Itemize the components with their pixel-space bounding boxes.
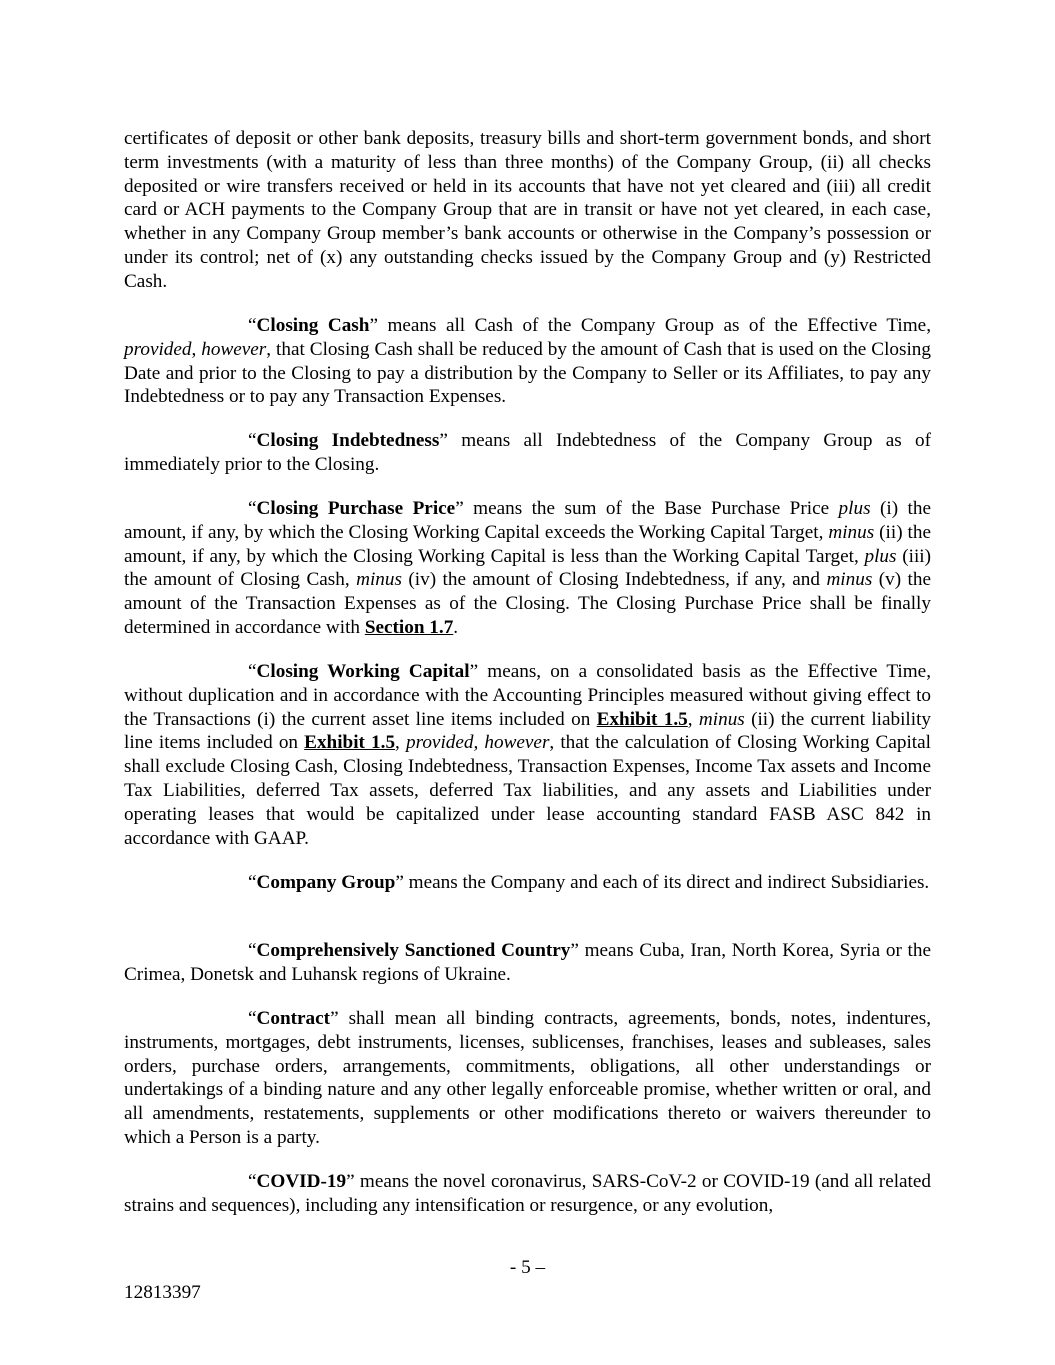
- defined-term: Closing Indebtedness: [256, 430, 440, 451]
- defined-term: COVID-19: [256, 1171, 347, 1192]
- defined-term: Comprehensively Sanctioned Country: [256, 940, 571, 961]
- definition-sanctioned-country: “Comprehensively Sanctioned Country” means Cuba, Iran, North Korea, Syria or the Crimea, Donetsk and Luhansk regions of Ukraine.: [124, 940, 931, 985]
- section-reference-link[interactable]: Section 1.7: [364, 616, 454, 638]
- defined-term: Closing Working Capital: [256, 661, 470, 682]
- paragraph-cash-continuation: [124, 127, 931, 294]
- definition-company-group: “Company Group” means the Company and each of its direct and indirect Subsidiaries.: [248, 872, 930, 893]
- definition-covid-19: “COVID-19” means the novel coronavirus, SARS-CoV-2 or COVID-19 (and all related strains and sequences), including any intensification or resurgence, or any evolution,: [124, 1171, 931, 1216]
- definition-closing-purchase-price: “Closing Purchase Price” means the sum of the Base Purchase Price plus (i) the amount, if any, by which the Closing Working Capital exceeds the Working Capital Target, minus (ii) the amount, if any, by which the Closing Working Capital is less than the Working Capital Target, plus (iii) the amount of Closing Cash, minus (iv) the amount of Closing Indebtedness, if any, and minus (v) the amount of the Transaction Expenses as of the Closing. The Closing Purchase Price shall be finally determined in accordance with Section 1.7.: [124, 498, 931, 638]
- defined-term: Closing Purchase Price: [256, 498, 456, 519]
- page-number: - 5 –: [509, 1257, 546, 1278]
- exhibit-reference-link[interactable]: Exhibit 1.5: [596, 708, 688, 730]
- exhibit-reference-link[interactable]: Exhibit 1.5: [304, 732, 396, 754]
- definition-closing-indebtedness: “Closing Indebtedness” means all Indebtedness of the Company Group as of immediately prior to the Closing.: [124, 430, 931, 475]
- definition-closing-cash: “Closing Cash” means all Cash of the Company Group as of the Effective Time, provided, however, that Closing Cash shall be reduced by the amount of Cash that is used on the Closing Date and prior to the Closing to pay a distribution by the Company to Seller or its Affiliates, to pay any Indebtedness or to pay any Transaction Expenses.: [124, 315, 931, 408]
- defined-term: Closing Cash: [256, 315, 370, 336]
- paragraph-text: certificates of deposit or other bank deposits, treasury bills and short-term government bonds, and short term investments (with a maturity of less than three months) of the Company Group, (ii) all checks deposited or wire transfers received or held in its accounts that have not yet cleared and (iii) all credit card or ACH payments to the Company Group that are in transit or have not yet cleared, in each case, whether in any Company Group member’s bank accounts or otherwise in the Company’s possession or under its control; net of (x) any outstanding checks issued by the Company Group and (y) Restricted Cash.: [124, 128, 931, 292]
- definition-contract: “Contract” shall mean all binding contracts, agreements, bonds, notes, indentures, instruments, mortgages, debt instruments, licenses, sublicenses, franchises, leases and subleases, sales orders, purchase orders, arrangements, commitments, obligations, all other understandings or undertakings of a binding nature and any other legally enforceable promise, whether written or oral, and all amendments, restatements, supplements or other modifications thereto or waivers thereunder to which a Person is a party.: [124, 1008, 931, 1148]
- defined-term: Contract: [256, 1008, 331, 1029]
- definition-closing-working-capital: “Closing Working Capital” means, on a consolidated basis as the Effective Time, without duplication and in accordance with the Accounting Principles measured without giving effect to the Transactions (i) the current asset line items included on Exhibit 1.5, minus (ii) the current liability line items included on Exhibit 1.5, provided, however, that the calculation of Closing Working Capital shall exclude Closing Cash, Closing Indebtedness, Transaction Expenses, Income Tax assets and Income Tax Liabilities, deferred Tax assets, deferred Tax liabilities, and any assets and Liabilities under operating leases that would be capitalized under lease accounting standard FASB ASC 842 in accordance with GAAP.: [124, 661, 932, 849]
- document-id: 12813397: [124, 1282, 201, 1303]
- defined-term: Company Group: [256, 872, 396, 893]
